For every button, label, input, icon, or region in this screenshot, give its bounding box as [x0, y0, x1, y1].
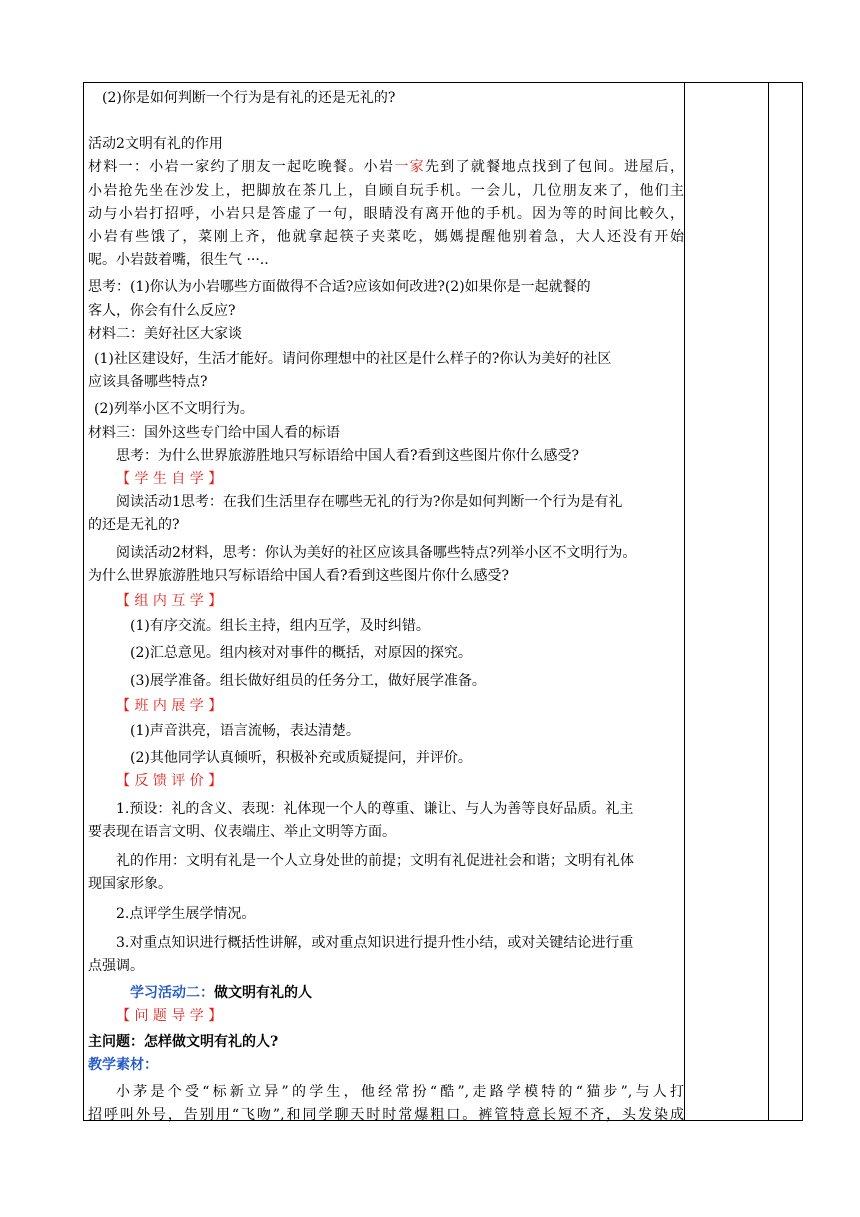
story-line: 招呼叫外号，告别用“飞吻”,和同学聊天时时常爆粗口。裤管特意长短不齐，头发染成 — [88, 1107, 684, 1124]
heading-group-study: 【 组 内 互 学 】 — [116, 593, 223, 610]
class-show-item: (1)声音洪亮，语言流畅，表达清楚。 — [130, 723, 360, 740]
material-2-item: (2)列举小区不文明行为。 — [94, 401, 254, 418]
question-2: (2)你是如何判断一个行为是有礼的还是无礼的? — [102, 90, 396, 106]
material-3-think: 思考：为什么世界旅游胜地只写标语给中国人看?看到这些图片你什么感受? — [116, 447, 580, 464]
self-study-line: 阅读活动2材料，思考：你认为美好的社区应该具备哪些特点?列举小区不文明行为。 — [116, 544, 637, 561]
material-label: 教学素材： — [88, 1056, 158, 1073]
lesson-table — [83, 82, 803, 1124]
self-study-line: 的还是无礼的? — [88, 517, 180, 534]
feedback-line: 现国家形象。 — [88, 876, 172, 893]
feedback-line: 点强调。 — [88, 957, 144, 974]
main-question: 主问题：怎样做文明有礼的人? — [88, 1033, 279, 1050]
column-divider — [768, 83, 769, 1120]
think-1-line: 客人，你会有什么反应? — [88, 302, 236, 319]
group-study-item: (3)展学准备。组长做好组员的任务分工，做好展学准备。 — [130, 672, 486, 689]
self-study-line: 阅读活动1思考：在我们生活里存在哪些无礼的行为?你是如何判断一个行为是有礼 — [116, 494, 623, 511]
feedback-line: 1.预设：礼的含义、表现：礼体现一个人的尊重、谦让、与人为善等良好品质。礼主 — [116, 800, 634, 817]
heading-class-show: 【 班 内 展 学 】 — [116, 697, 223, 714]
material-1-line: 呢。小岩鼓着嘴，很生气 ···.. — [88, 252, 269, 269]
heading-self-study: 【 学 生 自 学 】 — [116, 471, 223, 488]
material-2-item: 应该具备哪些特点? — [88, 374, 208, 391]
self-study-line: 为什么世界旅游胜地只写标语给中国人看?看到这些图片你什么感受? — [88, 567, 510, 584]
heading-guide: 【 问 题 导 学 】 — [116, 1008, 223, 1025]
material-1-line: 材料一：小岩一家约了朋友一起吃晚餐。小岩一家先到了就餐地点找到了包间。进屋后， — [88, 159, 685, 176]
feedback-line: 3.对重点知识进行概括性讲解，或对重点知识进行提升性小结，或对关键结论进行重 — [116, 934, 634, 951]
class-show-item: (2)其他同学认真倾听，积极补充或质疑提问，并评价。 — [130, 750, 472, 767]
heading-feedback: 【 反 馈 评 价 】 — [116, 773, 223, 790]
lesson-content — [84, 83, 684, 1127]
material-1-line: 小岩抢先坐在沙发上，把脚放在茶几上，自顾自玩手机。一会儿，几位朋友来了，他们主 — [88, 182, 684, 199]
story-line: 小茅是个受“标新立异”的学生，他经常扮“酷”,走路学模特的“猫步”,与人打 — [116, 1083, 684, 1100]
material-1-line: 小岩有些饿了，菜刚上齐，他就拿起筷子夹菜吃，媽媽提醒他别着急，大人还没有开始 — [88, 229, 684, 246]
material-3-title: 材料三：国外这些专门给中国人看的标语 — [88, 424, 340, 441]
feedback-line: 礼的作用：文明有礼是一个人立身处世的前提；文明有礼促进社会和谐；文明有礼体 — [116, 853, 634, 870]
think-1-line: 思考：(1)你认为小岩哪些方面做得不合适?应该如何改进?(2)如果你是一起就餐的 — [88, 279, 591, 296]
group-study-item: (1)有序交流。组长主持，组内互学，及时纠错。 — [130, 618, 430, 635]
group-study-item: (2)汇总意见。组内核对对事件的概括，对原因的探究。 — [130, 645, 472, 662]
material-2-title: 材料二：美好社区大家谈 — [88, 325, 242, 342]
activity-2-title: 活动2文明有礼的作用 — [88, 136, 223, 153]
material-1-line: 动与小岩打招呼，小岩只是答虚了一句，眼睛没有离开他的手机。因为等的时间比較久， — [88, 205, 684, 222]
feedback-line: 要表现在语言文明、仪表端庄、举止文明等方面。 — [88, 823, 396, 840]
feedback-line: 2.点评学生展学情况。 — [116, 905, 256, 922]
learning-activity-two: 学习活动二：做文明有礼的人 — [130, 985, 312, 1002]
column-divider — [684, 83, 685, 1120]
material-2-item: (1)社区建设好，生活才能好。请问你理想中的社区是什么样子的?你认为美好的社区 — [94, 351, 612, 368]
